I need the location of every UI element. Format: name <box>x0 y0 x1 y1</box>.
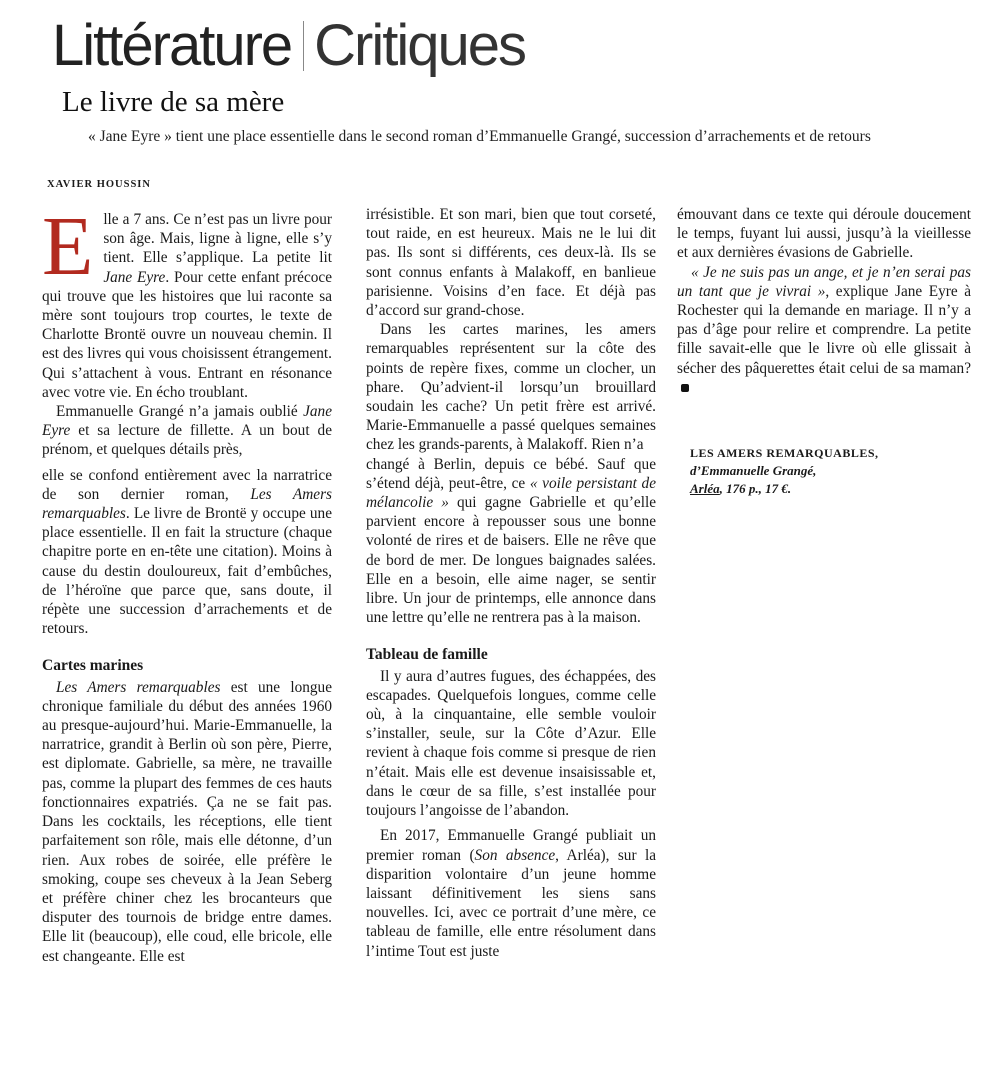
paragraph: Les Amers remarquables est une longue chronique familiale du début des années 1960 au presque-aujourd’hui. Marie-Emmanuelle, la narratrice, grandit à Berlin où son père, Pierre, est diplomate. Gabrielle, sa mère, ne travaille pas, comme la plupart des femmes de ces hauts fonctionnaires expatriés. Ça ne se fait pas. Dans les cocktails, les réceptions, elle tient parfaitement son rôle, mais elle détonne, d’un rien. Aux robes de soirée, elle préfère le smoking, coupe ses cheveux à la Jean Seberg et préfère chiner chez les brocanteurs que disputer des tournois de bridge entre dames. Elle lit (beaucoup), elle coud, elle bricole, elle est changeante. Elle est <box>42 678 332 965</box>
paragraph: En 2017, Emmanuelle Grangé publiait un premier roman (Son absence, Arléa), sur la disparition volontaire d’un jeune homme laissant définitivement les siens sans nouvelles. Ici, avec ce portrait d’une mère, ce tableau de famille, elle entre résolument dans l’intime Tout est juste <box>366 827 656 960</box>
masthead-divider <box>303 21 304 71</box>
article-headline: Le livre de sa mère <box>62 86 285 118</box>
book-publisher: Arléa <box>690 481 720 496</box>
article-column-2 <box>366 205 656 1065</box>
paragraph: elle se confond entièrement avec la narratrice de son dernier roman, Les Amers remarquables. Le livre de Brontë y occupe une place essentielle. Il en fait la structure (chaque chapitre porte en en-tête une citation). Moins à cause du destin douloureux, fait d’embûches, de l’héroïne que parce que, sans doute, il répète une succession d’arrachements et de retours. <box>42 466 332 638</box>
end-of-article-mark <box>681 384 689 392</box>
section-title: Littérature <box>52 13 292 78</box>
book-details: Arléa, 176 p., 17 €. <box>690 481 792 496</box>
book-credits <box>690 444 879 498</box>
article-column-1 <box>42 210 332 1070</box>
subheading: Cartes marines <box>42 657 144 675</box>
paragraph: irrésistible. Et son mari, bien que tout corseté, tout raide, en est heureux. Mais ne le lui dit pas. Ils sont si différents, ces deux-là. Ils se sont connus enfants à Malakoff, en banlieue parisienne. Voisins d’en face. Et déjà pas d’accord sur grand-chose. <box>366 206 656 320</box>
article-column-3 <box>677 205 971 465</box>
paragraph: lle a 7 ans. Ce n’est pas un livre pour son âge. Mais, ligne à ligne, elle s’y tient. Elle s’applique. La petite lit Jane Eyre. Pour cette enfant précoce qui trouve que les histoires que lui raconte sa mère sont toujours trop courtes, le texte de Charlotte Brontë ouvre un nouveau chemin. Il est des livres qui vous choisissent étrangement. Qui s’attachent à vous. Entrant en résonance avec votre vie. En écho troublant. <box>42 211 332 401</box>
article-byline: XAVIER HOUSSIN <box>47 179 151 190</box>
subheading: Tableau de famille <box>366 646 488 664</box>
book-author: d’Emmanuelle Grangé, <box>690 463 817 478</box>
article-standfirst: « Jane Eyre » tient une place essentielle dans le second roman d’Emmanuelle Grangé, succession d’arrachements et de retours <box>88 128 871 145</box>
paragraph: Emmanuelle Grangé n’a jamais oublié Jane Eyre et sa lecture de fillette. A un bout de prénom, et quelques détails près, <box>42 403 332 459</box>
paragraph: Dans les cartes marines, les amers remarquables représentent sur la côte des points de repère fixes, comme un clocher, un phare. Qu’advient-il lorsqu’un brouillard soudain les cache? Un petit frère est arrivé. Marie-Emmanuelle a passé quelques semaines chez les grands-parents, à Malakoff. Rien n’a <box>366 321 656 454</box>
drop-cap: E <box>42 210 94 293</box>
section-masthead <box>52 12 525 84</box>
paragraph: Il y aura d’autres fugues, des échappées, des escapades. Quelquefois longues, comme celle où, à la cinquantaine, elle semble vouloir s’installer, seule, sur la Côte d’Azur. Elle revient à chaque fois comme si presque de rien n’était. Mais elle est devenue insaisissable et, dans le cœur de sa fille, s’est installée pour toujours l’angoisse de l’abandon. <box>366 667 656 820</box>
book-title: LES AMERS REMARQUABLES, <box>690 446 879 460</box>
subsection-title: Critiques <box>314 13 526 78</box>
paragraph: changé à Berlin, depuis ce bébé. Sauf que s’étend déjà, peut-être, ce « voile persistant de mélancolie » qui gagne Gabrielle et qu’elle parvient encore à repousser sous une bonne volonté de rires et de baisers. Elle ne rêve que de bord de mer. De longues baignades salées. Elle en a besoin, elle aime nager, se sentir libre. Un jour de printemps, elle annonce dans une lettre qu’elle ne rentrera pas à la maison. <box>366 455 656 627</box>
paragraph: « Je ne suis pas un ange, et je n’en serai pas un tant que je vivrai », explique Jane Eyre à Rochester qui la demande en mariage. Il n’y a pas d’âge pour relire et comprendre. La petite fille savait-elle que le livre où elle glissait à sécher des pâquerettes était celui de sa maman? <box>677 263 971 397</box>
paragraph: émouvant dans ce texte qui déroule doucement le temps, fuyant lui aussi, jusqu’à la vieillesse et aux dernières évasions de Gabrielle. <box>677 206 971 262</box>
